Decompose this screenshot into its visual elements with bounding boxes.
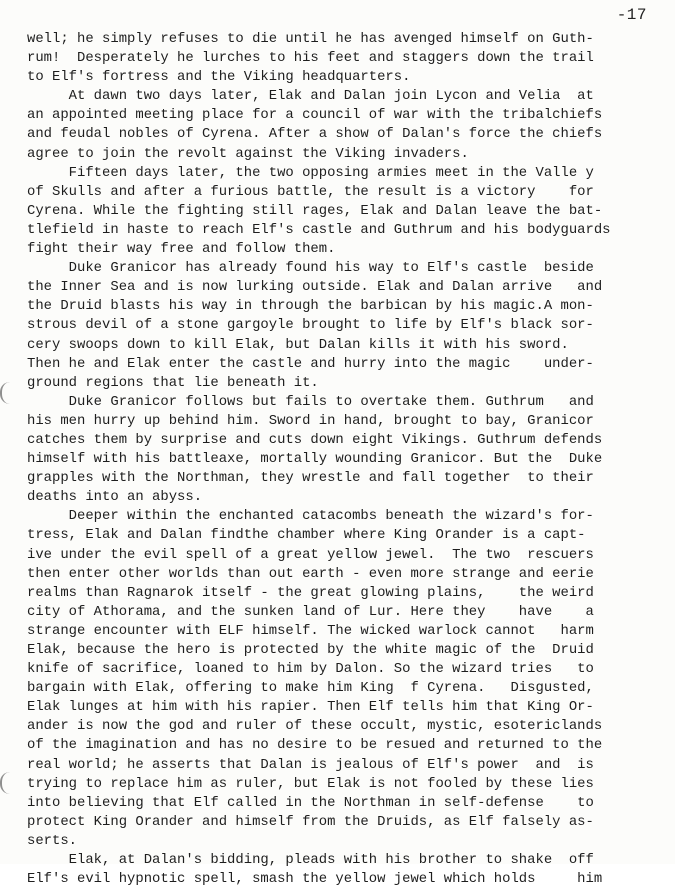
text-line: rum! Desperately he lurches to his feet and staggers down the trail — [27, 50, 594, 67]
text-line: deaths into an abyss. — [27, 489, 203, 506]
text-line: serts. — [27, 832, 78, 849]
text-line: protect King Orander and himself from the Druids, as Elf falsely as- — [27, 813, 594, 830]
text-line: city of Athorama, and the sunken land of Lur. Here they have a — [27, 603, 594, 620]
text-line: the Inner Sea and is now lurking outside. Elak and Dalan arrive and — [27, 279, 603, 296]
binder-hole-mark — [0, 382, 10, 404]
text-line: Fifteen days later, the two opposing armies meet in the Valle y — [27, 164, 594, 181]
text-line: well; he simply refuses to die until he has avenged himself on Guth- — [27, 31, 594, 47]
text-line: ground regions that lie beneath it. — [27, 374, 319, 391]
text-line: his men hurry up behind him. Sword in hand, brought to bay, Granicor — [27, 412, 594, 429]
text-line: realms than Ragnarok itself - the great glowing plains, the weird — [27, 584, 594, 601]
text-line: ive under the evil spell of a great yellow jewel. The two rescuers — [27, 546, 594, 563]
text-line: bargain with Elak, offering to make him King f Cyrena. Disgusted, — [27, 680, 594, 697]
text-line: tress, Elak and Dalan findthe chamber where King Orander is a capt- — [27, 527, 586, 544]
text-line: Duke Granicor has already found his way to Elf's castle beside — [27, 260, 594, 277]
text-line: Elak lunges at him with his rapier. Then Elf tells him that King Or- — [27, 699, 594, 716]
text-line: of Skulls and after a furious battle, the result is a victory for — [27, 183, 594, 200]
text-line: into believing that Elf called in the Northman in self-defense to — [27, 794, 594, 811]
text-line: catches them by surprise and cuts down eight Vikings. Guthrum defends — [27, 431, 603, 448]
text-line: fight their way free and follow them. — [27, 241, 336, 258]
binder-hole-mark — [0, 772, 10, 794]
text-line: Duke Granicor follows but fails to overtake them. Guthrum and — [27, 393, 594, 410]
text-line: tlefield in haste to reach Elf's castle and Guthrum and his bodyguards — [27, 221, 611, 238]
text-line: agree to join the revolt against the Viking invaders. — [27, 145, 469, 162]
text-line: Then he and Elak enter the castle and hurry into the magic under- — [27, 355, 594, 372]
text-line: real world; he asserts that Dalan is jealous of Elf's power and is — [27, 756, 594, 773]
text-line: Elak, because the hero is protected by the white magic of the Druid — [27, 642, 594, 658]
text-line: cery swoops down to kill Elak, but Dalan kills it with his sword. — [27, 336, 569, 353]
text-line: trying to replace him as ruler, but Elak is not fooled by these lies — [27, 775, 594, 792]
text-line: the Druid blasts his way in through the barbican by his magic.A mon- — [27, 298, 594, 315]
text-line: At dawn two days later, Elak and Dalan join Lycon and Velia at — [27, 88, 594, 105]
text-line: then enter other worlds than out earth - even more strange and eerie — [27, 565, 594, 582]
text-line: Elf's evil hypnotic spell, smash the yellow jewel which holds him — [27, 871, 603, 888]
page-number: -17 — [616, 6, 647, 24]
text-line: and feudal nobles of Cyrena. After a show of Dalan's force the chiefs — [27, 126, 603, 143]
text-line: knife of sacrifice, loaned to him by Dalon. So the wizard tries to — [27, 661, 594, 678]
text-line: strange encounter with ELF himself. The wicked warlock cannot harm — [27, 622, 594, 639]
text-line: of the imagination and has no desire to be resued and returned to the — [27, 737, 603, 754]
text-line: grapples with the Northman, they wrestle and fall together to their — [27, 470, 594, 487]
typewritten-body-text — [27, 30, 653, 889]
text-line: Cyrena. While the fighting still rages, Elak and Dalan leave the bat- — [27, 202, 603, 219]
text-line: Deeper within the enchanted catacombs beneath the wizard's for- — [27, 508, 594, 525]
text-line: himself with his battleaxe, mortally wounding Granicor. But the Duke — [27, 451, 603, 468]
text-line: to Elf's fortress and the Viking headquarters. — [27, 69, 411, 86]
text-line: Elak, at Dalan's bidding, pleads with his brother to shake off — [27, 852, 594, 869]
text-line: strous devil of a stone gargoyle brought to life by Elf's black sor- — [27, 317, 594, 334]
text-line: ander is now the god and ruler of these occult, mystic, esotericlands — [27, 718, 603, 735]
text-line: an appointed meeting place for a council of war with the tribalchiefs — [27, 107, 603, 124]
